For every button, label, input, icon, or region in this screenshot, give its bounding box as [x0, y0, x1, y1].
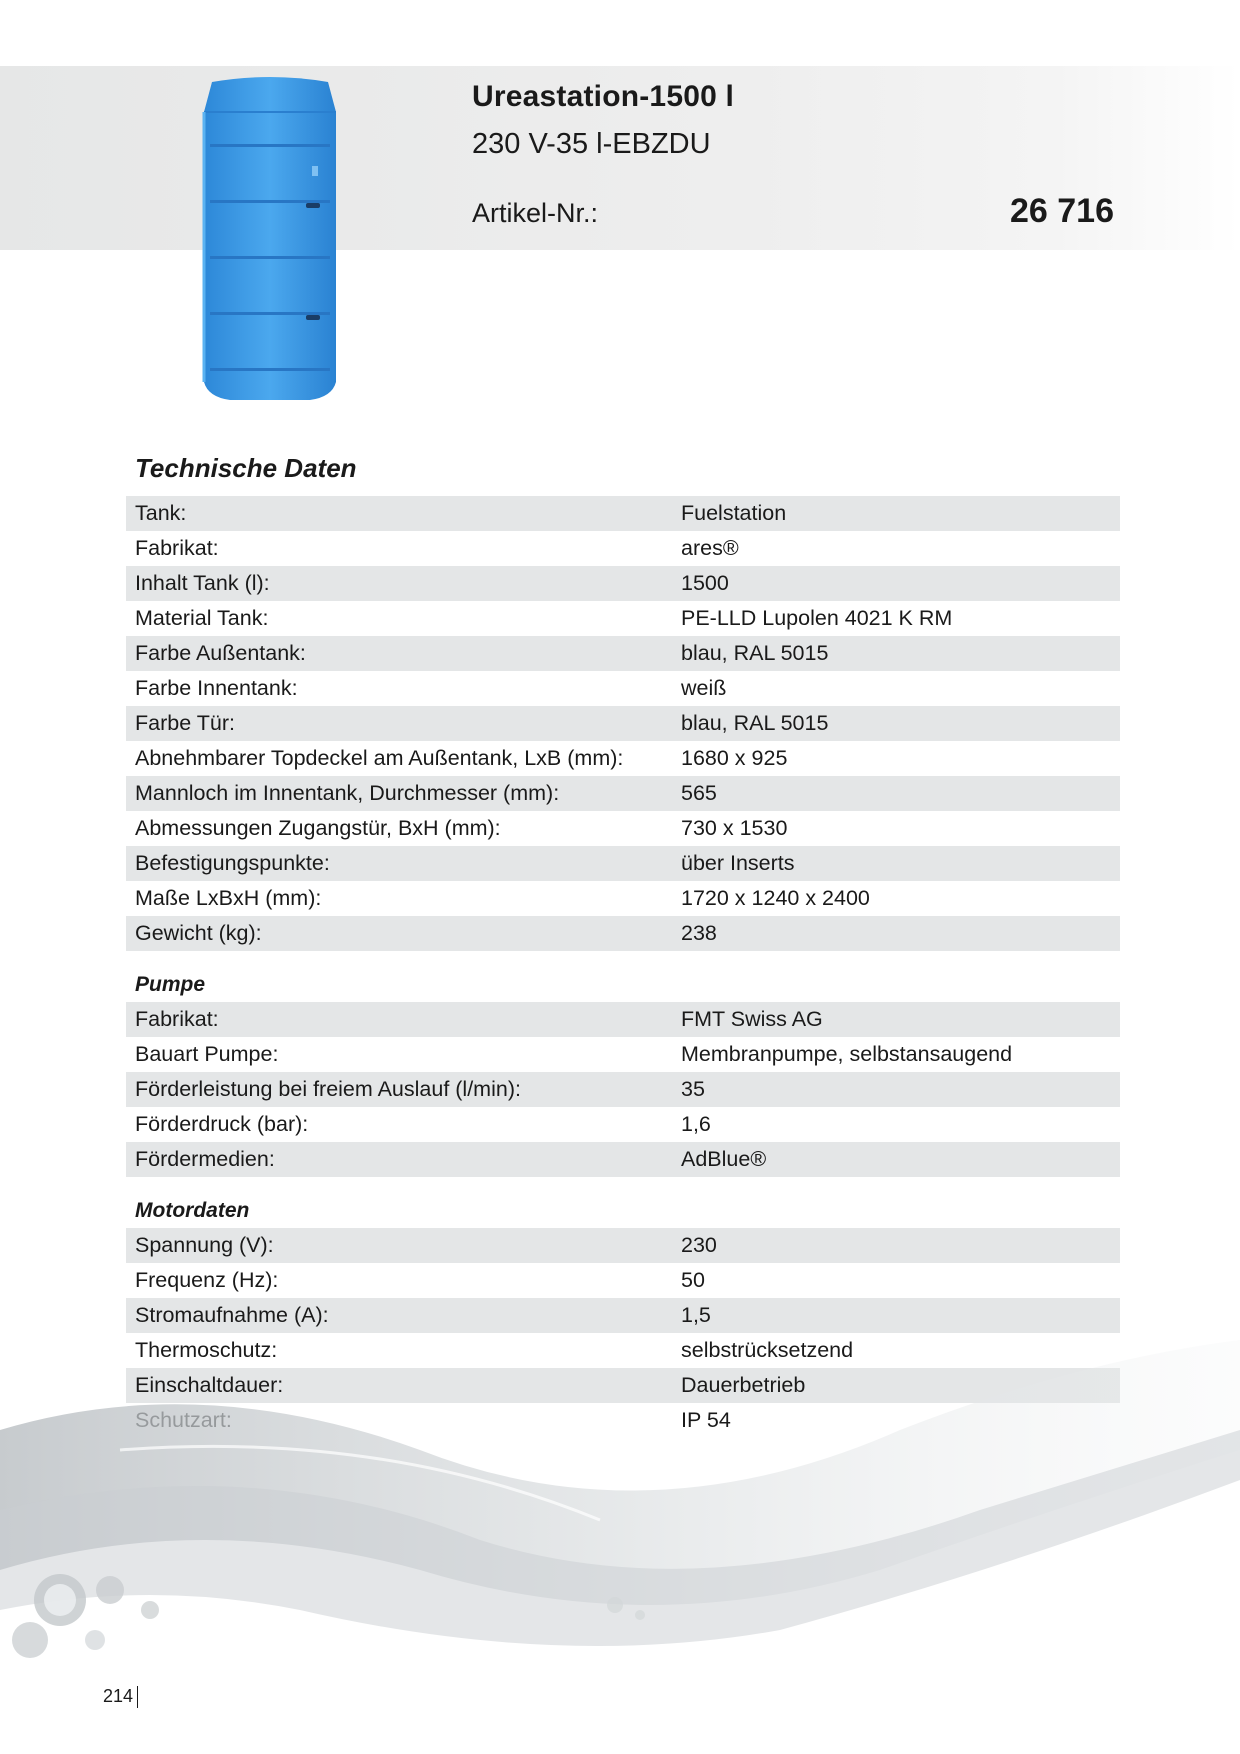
table-row	[126, 1142, 1120, 1177]
spec-value: PE-LLD Lupolen 4021 K RM	[681, 606, 953, 630]
spec-value: weiß	[681, 676, 727, 700]
table-row	[126, 881, 1120, 916]
spec-value: 238	[681, 921, 717, 945]
spec-label: Farbe Außentank:	[135, 641, 306, 665]
spec-value: 1680 x 925	[681, 746, 788, 770]
pump-specs-table	[126, 1002, 1120, 1177]
table-row	[126, 846, 1120, 881]
table-row	[126, 496, 1120, 531]
spec-label: Material Tank:	[135, 606, 269, 630]
spec-label: Mannloch im Innentank, Durchmesser (mm):	[135, 781, 560, 805]
spec-label: Förderdruck (bar):	[135, 1112, 309, 1136]
spec-value: 1500	[681, 571, 729, 595]
product-title: Ureastation-1500 l	[472, 80, 735, 113]
spec-value: FMT Swiss AG	[681, 1007, 823, 1031]
spec-label: Befestigungspunkte:	[135, 851, 330, 875]
section-title: Technische Daten	[135, 453, 357, 483]
table-row	[126, 811, 1120, 846]
page-number	[103, 1686, 138, 1708]
spec-value: ares®	[681, 536, 739, 560]
spec-label: Einschaltdauer:	[135, 1373, 284, 1397]
spec-value: blau, RAL 5015	[681, 711, 829, 735]
spec-value: 565	[681, 781, 717, 805]
table-row	[126, 1263, 1120, 1298]
spec-value: selbstrücksetzend	[681, 1338, 854, 1362]
spec-value: 1720 x 1240 x 2400	[681, 886, 870, 910]
spec-value: 50	[681, 1268, 705, 1292]
spec-label: Gewicht (kg):	[135, 921, 262, 945]
table-row	[126, 1107, 1120, 1142]
table-row	[126, 1037, 1120, 1072]
spec-label: Tank:	[135, 501, 187, 525]
spec-label: Fabrikat:	[135, 536, 219, 560]
page-number-text: 214	[103, 1686, 134, 1706]
spec-value: IP 54	[681, 1408, 731, 1432]
table-row	[126, 636, 1120, 671]
table-row	[126, 741, 1120, 776]
spec-label: Thermoschutz:	[135, 1338, 278, 1362]
tank-product-image	[190, 72, 350, 402]
spec-label: Bauart Pumpe:	[135, 1042, 279, 1066]
table-row	[126, 671, 1120, 706]
table-row	[126, 1072, 1120, 1107]
spec-label: Frequenz (Hz):	[135, 1268, 279, 1292]
spec-value: 730 x 1530	[681, 816, 788, 840]
spec-label: Förderleistung bei freiem Auslauf (l/min):	[135, 1077, 521, 1101]
spec-value: AdBlue®	[681, 1147, 767, 1171]
spec-label: Stromaufnahme (A):	[135, 1303, 329, 1327]
page-number-divider	[137, 1686, 138, 1708]
table-row	[126, 531, 1120, 566]
article-number: 26 716	[1010, 192, 1114, 230]
motor-heading: Motordaten	[135, 1199, 250, 1222]
table-row	[126, 566, 1120, 601]
table-row	[126, 706, 1120, 741]
spec-value: 1,6	[681, 1112, 711, 1136]
spec-value: 35	[681, 1077, 705, 1101]
spec-value: Dauerbetrieb	[681, 1373, 806, 1397]
spec-label: Farbe Innentank:	[135, 676, 298, 700]
spec-value: Membranpumpe, selbstansaugend	[681, 1042, 1013, 1066]
table-row	[126, 601, 1120, 636]
spec-value: über Inserts	[681, 851, 795, 875]
spec-value: Fuelstation	[681, 501, 787, 525]
product-subtitle: 230 V-35 l-EBZDU	[472, 128, 711, 160]
spec-label: Maße LxBxH (mm):	[135, 886, 322, 910]
table-row	[126, 1228, 1120, 1263]
spec-label: Fabrikat:	[135, 1007, 219, 1031]
spec-label: Abnehmbarer Topdeckel am Außentank, LxB (mm):	[135, 746, 624, 770]
spec-value: 230	[681, 1233, 717, 1257]
tank-specs-table	[126, 496, 1120, 951]
table-row	[126, 1002, 1120, 1037]
table-row	[126, 776, 1120, 811]
spec-label: Farbe Tür:	[135, 711, 235, 735]
article-number-label: Artikel-Nr.:	[472, 198, 599, 228]
water-splash-decoration	[0, 1310, 1240, 1730]
spec-value: 1,5	[681, 1303, 711, 1327]
spec-label: Abmessungen Zugangstür, BxH (mm):	[135, 816, 501, 840]
pump-heading: Pumpe	[135, 973, 206, 996]
table-row	[126, 916, 1120, 951]
spec-label: Spannung (V):	[135, 1233, 274, 1257]
spec-label: Fördermedien:	[135, 1147, 275, 1171]
spec-label: Inhalt Tank (l):	[135, 571, 270, 595]
spec-value: blau, RAL 5015	[681, 641, 829, 665]
